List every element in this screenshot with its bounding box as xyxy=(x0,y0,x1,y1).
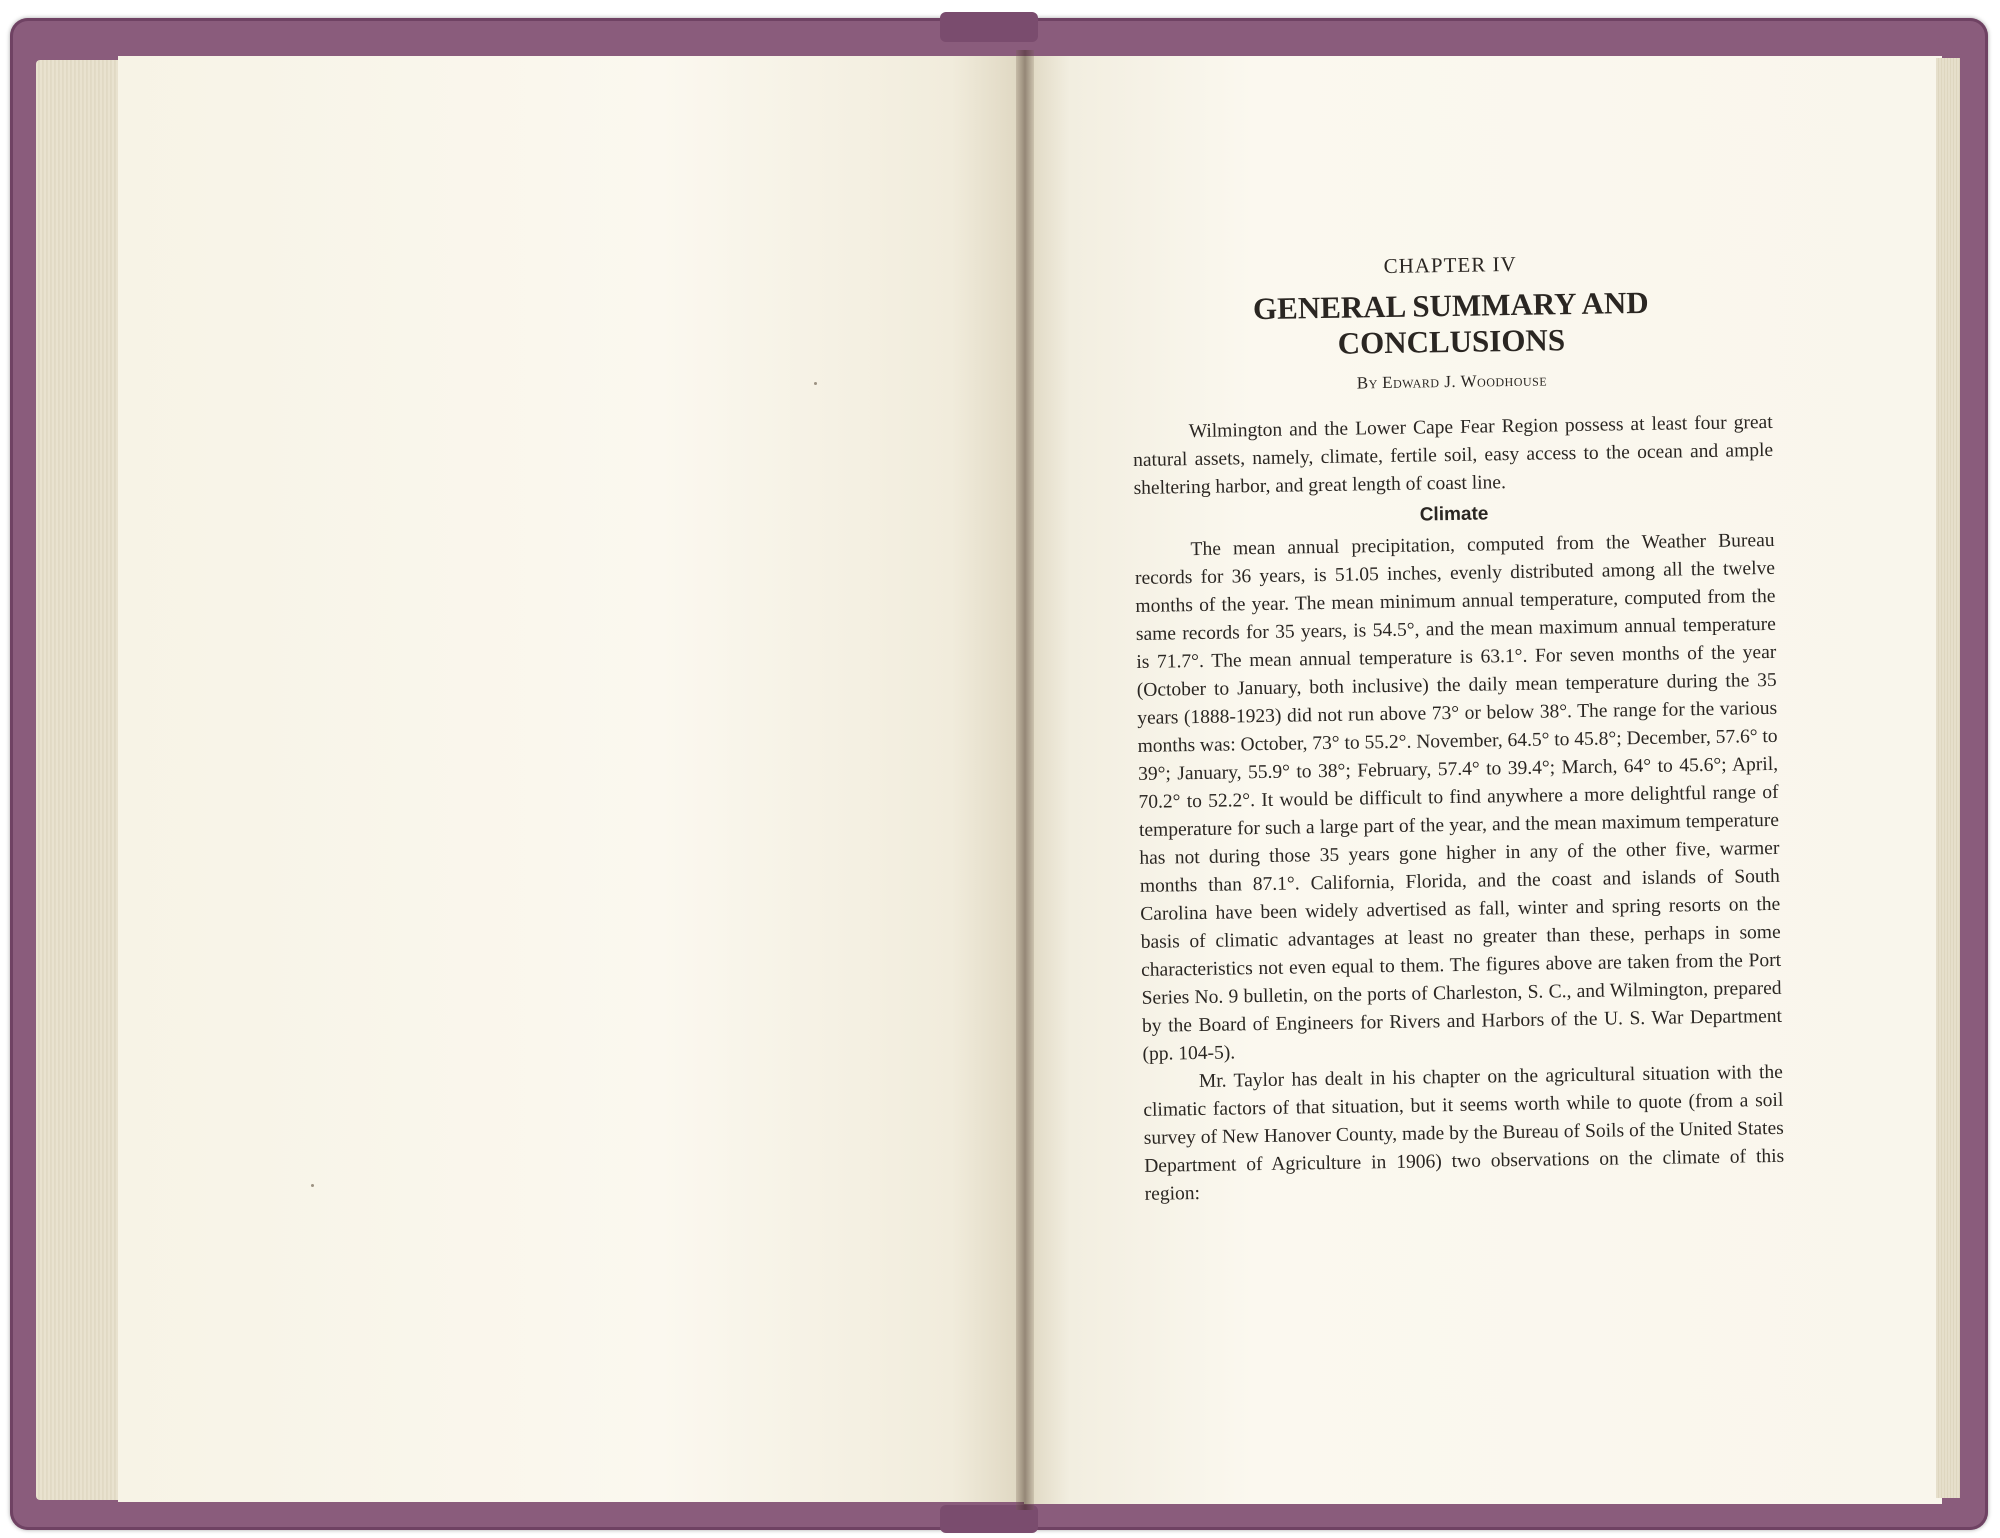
book-spine-top xyxy=(940,12,1038,42)
chapter-text-block xyxy=(1130,248,1785,1209)
climate-paragraph: The mean annual precipitation, computed from the Weather Bureau records for 36 years, is 51.05 inches, evenly distributed among all the twelve months of the year. The mean minimum annual temperature, computed from the same records for 35 years, is 54.5°, and the mean maximum annual temperature is 71.7°. The mean annual temperature is 63.1°. For seven months of the year (October to January, both inclusive) the daily mean temperature during the 35 years (1888-1923) did not run above 73° or below 38°. The range for the various months was: October, 73° to 55.2°. November, 64.5° to 45.8°; December, 57.6° to 39°; January, 55.9° to 38°; February, 57.4° to 39.4°; March, 64° to 45.6°; April, 70.2° to 52.2°. It would be difficult to find anywhere a more delightful range of temperature for such a large part of the year, and the mean maximum temperature has not during those 35 years gone higher in any of the other five, warmer months than 87.1°. California, Florida, and the coast and islands of South Carolina have been widely advertised as fall, winter and spring resorts on the basis of climatic advantages at least no greater than these, perhaps in some characteristics not even equal to them. The figures above are taken from the Port Series No. 9 bulletin, on the ports of Charleston, S. C., and Wilmington, prepared by the Board of Engineers for Rivers and Harbors of the U. S. War Department (pp. 104-5). xyxy=(1134,529,1783,1065)
right-page-edges xyxy=(1936,58,1960,1498)
section-heading-climate: Climate xyxy=(1419,503,1489,526)
paper-speck xyxy=(311,1184,314,1187)
left-page-blank xyxy=(118,56,1024,1502)
chapter-title-line: GENERAL SUMMARY AND xyxy=(1252,284,1649,327)
intro-paragraph: Wilmington and the Lower Cape Fear Region possess at least four great natural assets, namely, climate, fertile soil, easy access to the ocean and ample sheltering harbor, and great length of coast line. xyxy=(1133,411,1774,499)
byline xyxy=(1132,367,1772,397)
byline-prefix: By xyxy=(1356,373,1379,393)
paper-speck xyxy=(814,382,817,385)
chapter-title xyxy=(1131,283,1772,365)
book-gutter xyxy=(1016,50,1034,1510)
byline-author: Edward J. Woodhouse xyxy=(1381,370,1548,393)
chapter-label: CHAPTER IV xyxy=(1383,251,1517,279)
chapter-title-line: CONCLUSIONS xyxy=(1337,322,1566,361)
taylor-paragraph: Mr. Taylor has dealt in his chapter on the agricultural situation with the climatic factors of that situation, but it seems worth while to quote (from a soil survey of New Hanover County, made by the Bureau of Soils of the United States Department of Agriculture in 1906) two observations on the climate of this region: xyxy=(1143,1061,1785,1205)
